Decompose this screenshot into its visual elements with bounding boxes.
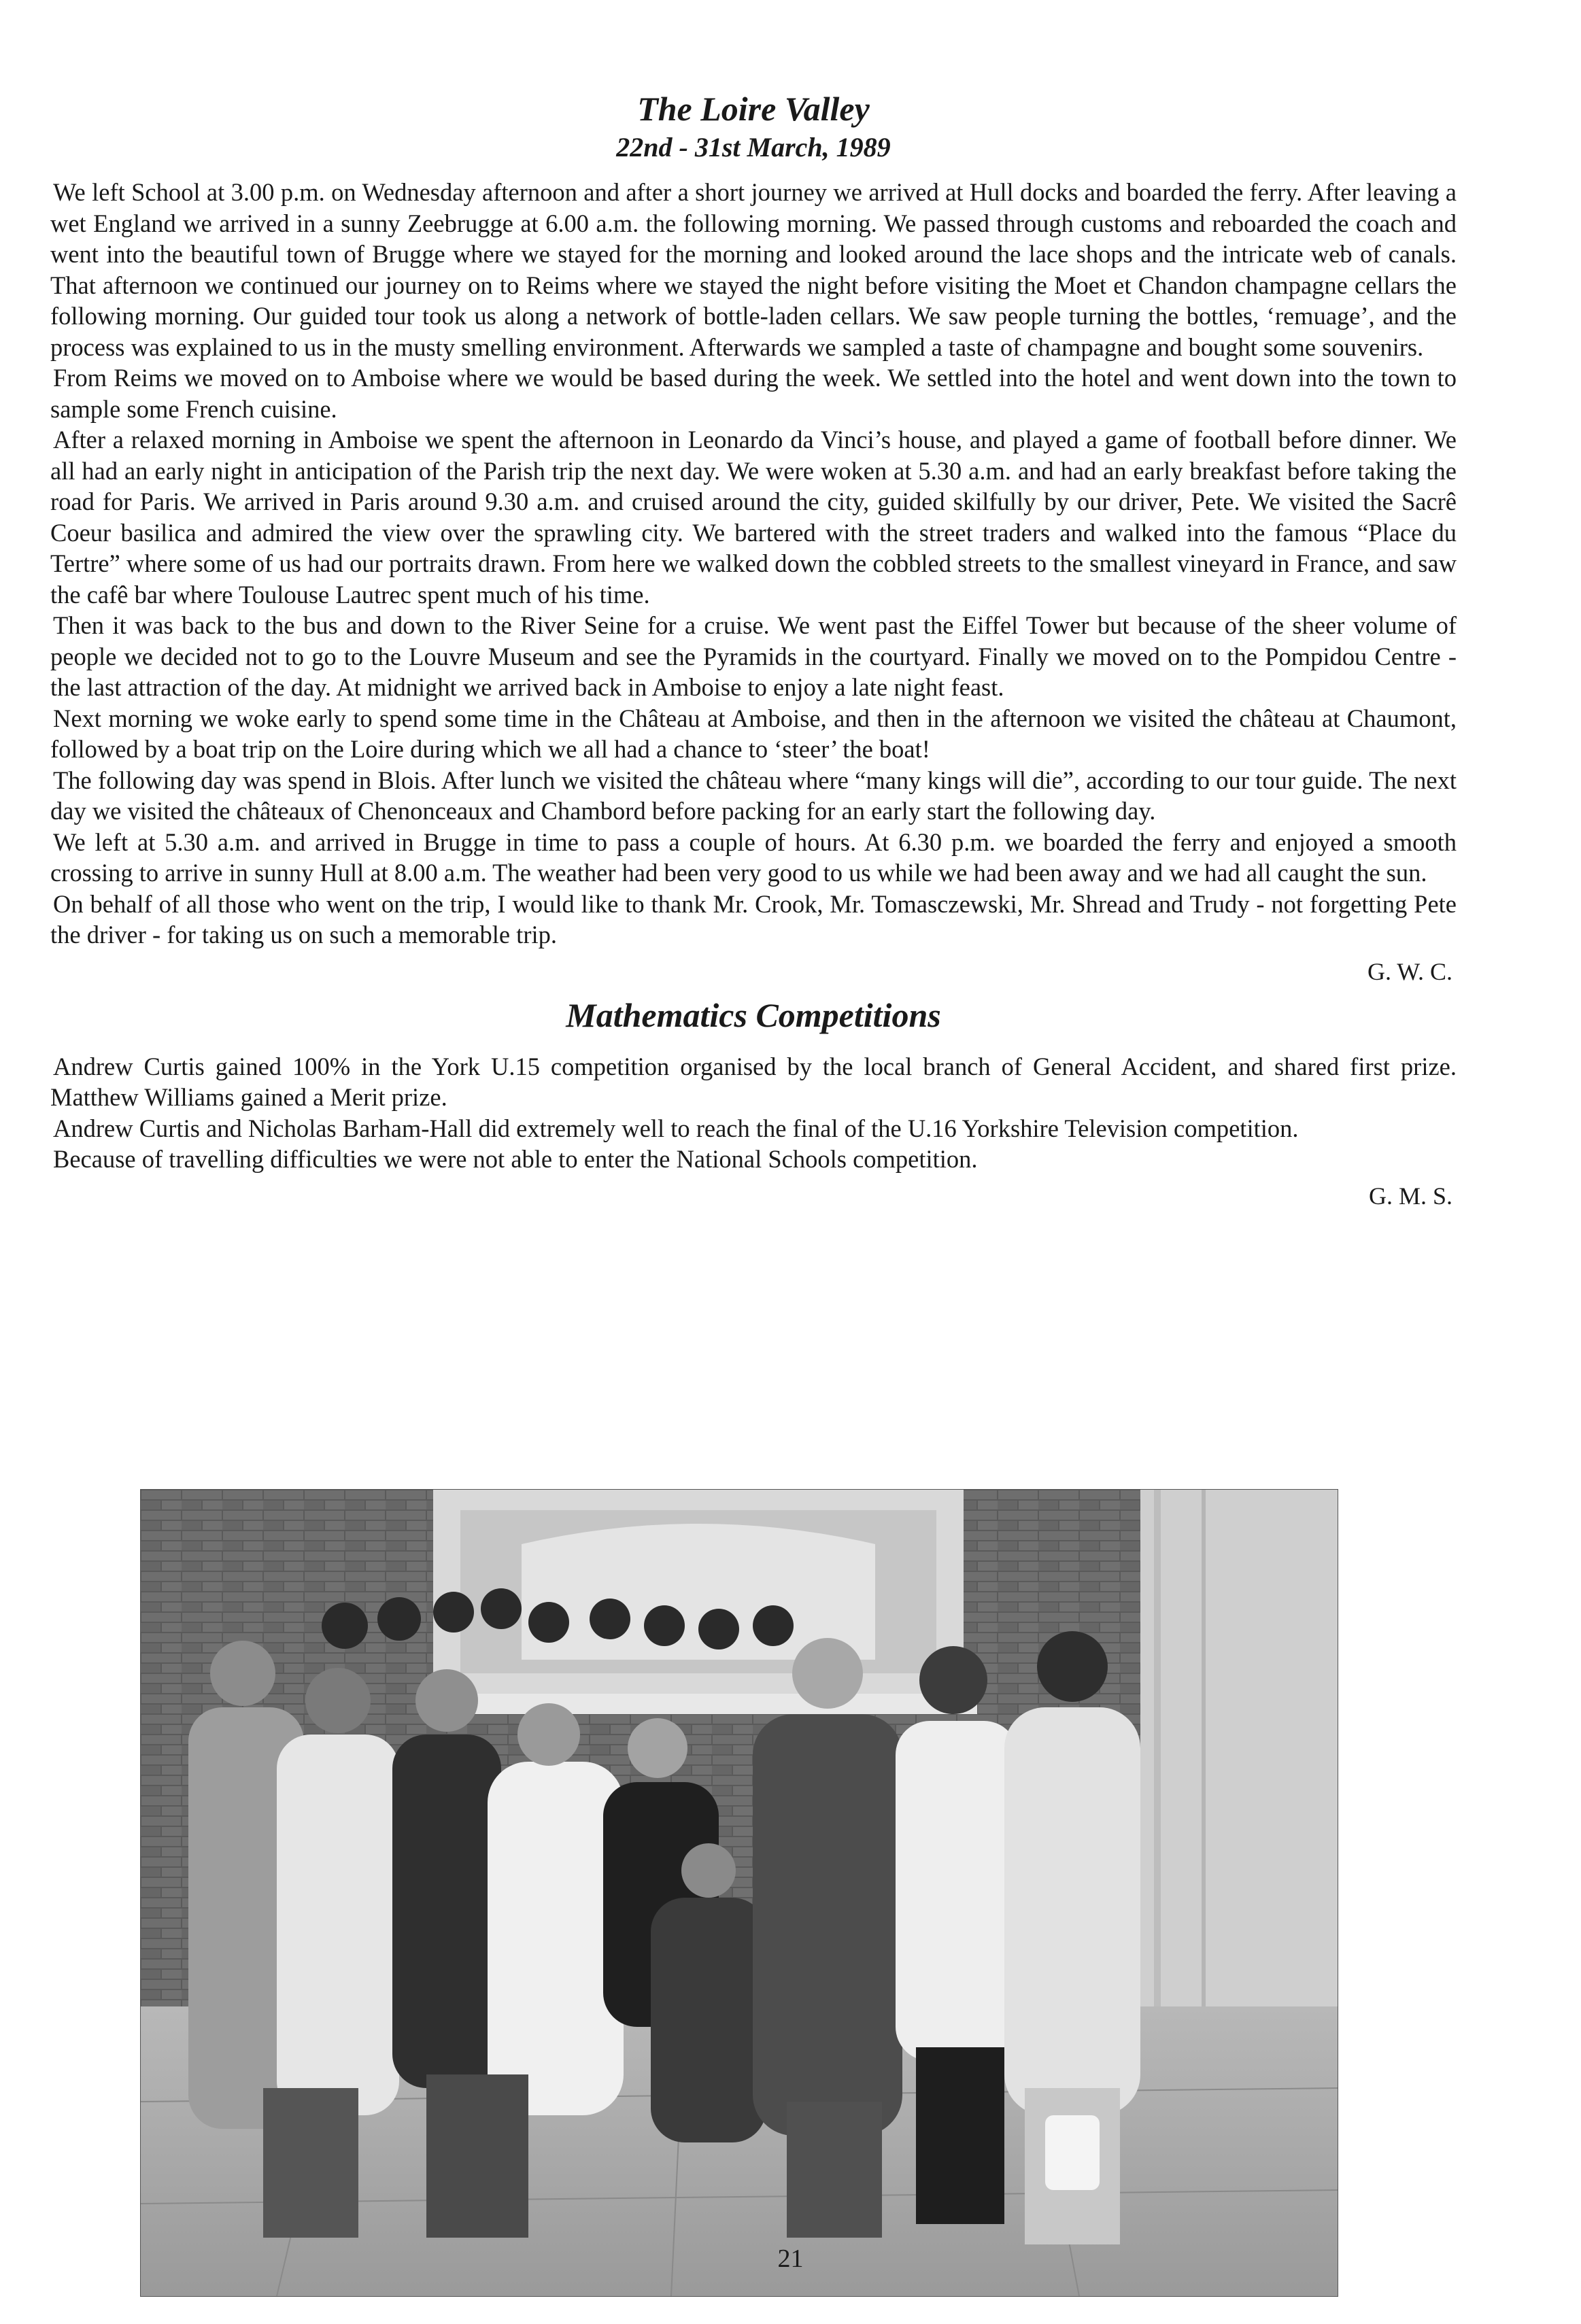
- paragraph: After a relaxed morning in Amboise we spent the afternoon in Leonardo da Vinci’s house, and played a game of football before dinner. We all had an early night in anticipation of the Parish trip the next day. We were woken at 5.30 a.m. and had an early breakfast before taking the road for Paris. We arrived in Paris around 9.30 a.m. and cruised around the city, guided skilfully by our driver, Pete. We visited the Sacrê Coeur basilica and admired the view over the sprawling city. We bartered with the street traders and walked into the famous “Place du Tertre” where some of us had our portraits drawn. From here we walked down the cobbled streets to the smallest vineyard in France, and saw the cafê bar where Toulouse Lautrec spent much of his time.: [50, 426, 1457, 609]
- article-body-mathematics: [50, 1051, 1457, 1175]
- article-date-range: 22nd - 31st March, 1989: [616, 132, 891, 163]
- page-number: 21: [777, 2244, 804, 2273]
- article-body-loire-valley: [50, 177, 1457, 951]
- author-signature: G. M. S.: [1368, 1182, 1452, 1210]
- group-photo: [140, 1489, 1338, 2297]
- paragraph: Because of travelling difficulties we were not able to enter the National Schools competition.: [53, 1145, 978, 1173]
- paragraph: Then it was back to the bus and down to the River Seine for a cruise. We went past the Eiffel Tower but because of the sheer volume of people we decided not to go to the Louvre Museum and see the Pyramids in the courtyard. Finally we moved on to the Pompidou Centre - the last attraction of the day. At midnight we arrived back in Amboise to enjoy a late night feast.: [50, 611, 1457, 701]
- paragraph: Next morning we woke early to spend some time in the Château at Amboise, and then in the afternoon we visited the château at Chaumont, followed by a boat trip on the Loire during which we all had a chance to ‘steer’ the boat!: [50, 704, 1457, 763]
- article-title-loire-valley: The Loire Valley: [637, 90, 870, 128]
- page-content: [50, 88, 1457, 1212]
- paragraph: We left School at 3.00 p.m. on Wednesday afternoon and after a short journey we arrived at Hull docks and boarded the ferry. After leaving a wet England we arrived in a sunny Zeebrugge at 6.00 a.m. the following morning. We passed through customs and reboarded the coach and went into the beautiful town of Brugge where we stayed for the morning and looked around the lace shops and the intricate web of canals. That afternoon we continued our journey on to Reims where we stayed the night before visiting the Moet et Chandon champagne cellars the following morning. Our guided tour took us along a network of bottle-laden cellars. We saw people turning the bottles, ‘remuage’, and the process was explained to us in the musty smelling environment. Afterwards we sampled a taste of champagne and bought some souvenirs.: [50, 178, 1457, 361]
- group-photo-illustration: [141, 1490, 1338, 2296]
- article-title-mathematics: Mathematics Competitions: [566, 995, 941, 1034]
- paragraph: We left at 5.30 a.m. and arrived in Brugge in time to pass a couple of hours. At 6.30 p.m. we boarded the ferry and enjoyed a smooth crossing to arrive in sunny Hull at 8.00 a.m. The weather had been very good to us while we had been away and we had all caught the sun.: [50, 827, 1457, 887]
- paragraph: Andrew Curtis gained 100% in the York U.15 competition organised by the local branch of General Accident, and shared first prize. Matthew Williams gained a Merit prize.: [50, 1052, 1457, 1111]
- paragraph: The following day was spend in Blois. After lunch we visited the château where “many kings will die”, according to our tour guide. The next day we visited the châteaux of Chenonceaux and Chambord before packing for an early start the following day.: [50, 766, 1457, 825]
- author-signature: G. W. C.: [1367, 957, 1452, 985]
- paragraph: Andrew Curtis and Nicholas Barham-Hall did extremely well to reach the final of the U.16 Yorkshire Television competition.: [53, 1114, 1299, 1142]
- paragraph: On behalf of all those who went on the trip, I would like to thank Mr. Crook, Mr. Tomasczewski, Mr. Shread and Trudy - not forgetting Pete the driver - for taking us on such a memorable trip.: [50, 889, 1457, 949]
- article-mathematics: [50, 994, 1457, 1212]
- paragraph: From Reims we moved on to Amboise where we would be based during the week. We settled into the hotel and went down into the town to sample some French cuisine.: [50, 364, 1457, 423]
